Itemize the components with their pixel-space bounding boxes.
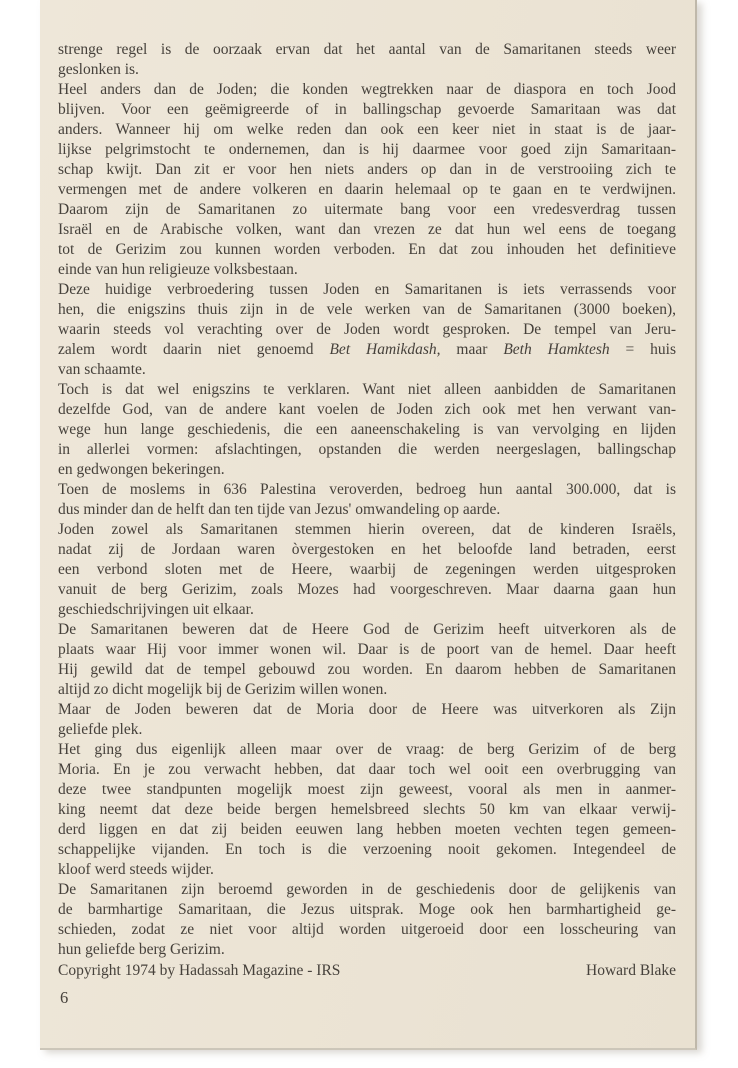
text-line: Deze huidige verbroedering tussen Joden en Samaritanen is iets verrassends voor [58, 281, 676, 298]
paragraph [58, 40, 676, 80]
paragraph [58, 740, 676, 880]
text-line: dus minder dan de helft dan ten tijde van Jezus' omwandeling op aarde. [58, 501, 501, 518]
text-line: Joden zowel als Samaritanen stemmen hierin overeen, dat de kinderen Israëls, [58, 521, 676, 538]
article-body [58, 40, 676, 960]
paragraph [58, 380, 676, 480]
text-line: einde van hun religieuze volksbestaan. [58, 261, 298, 278]
copyright-text: Copyright 1974 by Hadassah Magazine - IRS [58, 962, 341, 979]
text-line: altijd zo dicht mogelijk bij de Gerizim willen wonen. [58, 681, 388, 698]
italic-term: Beth Hamktesh [503, 341, 610, 358]
text-line: lijkse pelgrimstocht te ondernemen, dan is hij daarmee voor goed zijn Samaritaan- [58, 141, 676, 158]
text-line: Maar de Joden beweren dat de Moria door de Heere was uitverkoren als Zijn [58, 701, 676, 718]
text-line: king neemt dat deze beide bergen hemelsbreed slechts 50 km van elkaar verwij- [58, 801, 676, 818]
paragraph [58, 480, 676, 520]
paragraph [58, 620, 676, 700]
text-line: vermengen met de andere volkeren en daarin helemaal op te gaan en te verdwijnen. [58, 181, 676, 198]
footer-row [58, 961, 676, 981]
text-line: tot de Gerizim zou kunnen worden verboden. En dat zou inhouden het definitieve [58, 241, 676, 258]
text-line: waarin steeds vol verachting over de Joden wordt gesproken. De tempel van Jeru- [58, 321, 676, 338]
text-line: Toen de moslems in 636 Palestina veroverden, bedroeg hun aantal 300.000, dat is [58, 481, 676, 498]
text-line: deze twee standpunten mogelijk moest zijn geweest, vooral als men in aanmer- [58, 781, 676, 798]
text-line: de barmhartige Samaritaan, die Jezus uitsprak. Moge ook hen barmhartigheid ge- [58, 901, 676, 918]
text-line: kloof werd steeds wijder. [58, 861, 214, 878]
author-name: Howard Blake [586, 962, 676, 979]
page-number: 6 [60, 988, 69, 1007]
paragraph [58, 280, 676, 380]
text-line: geslonken is. [58, 61, 139, 78]
paragraph [58, 80, 676, 280]
text-line: De Samaritanen zijn beroemd geworden in de geschiedenis door de gelijkenis van [58, 881, 676, 898]
text-line: strenge regel is de oorzaak ervan dat het aantal van de Samaritanen steeds weer [58, 41, 676, 58]
text-line: Israël en de Arabische volken, want dan vrezen ze dat hun wel eens de toegang [58, 221, 676, 238]
text-line: geliefde plek. [58, 721, 143, 738]
paragraph [58, 880, 676, 960]
text-line: schieden, zodat ze niet voor altijd worden uitgeroeid door een losscheuring van [58, 921, 676, 938]
text-line: wege hun lange geschiedenis, die een aaneenschakeling is van vervolging en lijden [58, 421, 676, 438]
text-line: en gedwongen bekeringen. [58, 461, 225, 478]
text-line: hun geliefde berg Gerizim. [58, 941, 225, 958]
text-line: plaats waar Hij voor immer wonen wil. Daar is de poort van de hemel. Daar heeft [58, 641, 676, 658]
scanned-page [40, 0, 697, 1050]
text-line: van schaamte. [58, 361, 146, 378]
text-line: Het ging dus eigenlijk alleen maar over de vraag: de berg Gerizim of de berg [58, 741, 676, 758]
italic-term: Bet Hamikdash, [329, 341, 441, 358]
text-line: nadat zij de Jordaan waren òvergestoken en het beloofde land betraden, eerst [58, 541, 676, 558]
text-line: derd liggen en dat zij beiden eeuwen lang hebben moeten vechten tegen gemeen- [58, 821, 676, 838]
text-line: Moria. En je zou verwacht hebben, dat daar toch wel ooit een overbrugging van [58, 761, 676, 778]
text-line: Heel anders dan de Joden; die konden wegtrekken naar de diaspora en toch Jood [58, 81, 676, 98]
text-line: Toch is dat wel enigszins te verklaren. Want niet alleen aanbidden de Samaritanen [58, 381, 676, 398]
text-line: dezelfde God, van de andere kant voelen de Joden zich ook met hen verwant van- [58, 401, 676, 418]
text-line: anders. Wanneer hij om welke reden dan ook een keer niet in staat is de jaar- [58, 121, 676, 138]
text-line: Daarom zijn de Samaritanen zo uitermate bang voor een vredesverdrag tussen [58, 201, 676, 218]
text-line: in allerlei vormen: afslachtingen, opstanden die werden neergeslagen, ballingschap [58, 441, 676, 458]
text-line: een verbond sloten met de Heere, waarbij de zegeningen werden uitgesproken [58, 561, 676, 578]
text-line: zalem wordt daarin niet genoemd Bet Hamikdash, maar Beth Hamktesh = huis [58, 341, 676, 358]
text-line: schappelijke vijanden. En toch is die verzoening nooit gekomen. Integendeel de [58, 841, 676, 858]
paragraph [58, 520, 676, 620]
text-line: Hij gewild dat de tempel gebouwd zou worden. En daarom hebben de Samaritanen [58, 661, 676, 678]
text-line: geschiedschrijvingen uit elkaar. [58, 601, 254, 618]
text-line: De Samaritanen beweren dat de Heere God de Gerizim heeft uitverkoren als de [58, 621, 676, 638]
text-line: blijven. Voor een geëmigreerde of in ballingschap gevoerde Samaritaan was dat [58, 101, 676, 118]
text-line: vanuit de berg Gerizim, zoals Mozes had voorgeschreven. Maar daarna gaan hun [58, 581, 676, 598]
text-line: hen, die enigszins thuis zijn in de vele werken van de Samaritanen (3000 boeken), [58, 301, 676, 318]
paragraph [58, 700, 676, 740]
text-line: schap kwijt. Dan zit er voor hen niets anders op dan in de verstrooiing zich te [58, 161, 676, 178]
